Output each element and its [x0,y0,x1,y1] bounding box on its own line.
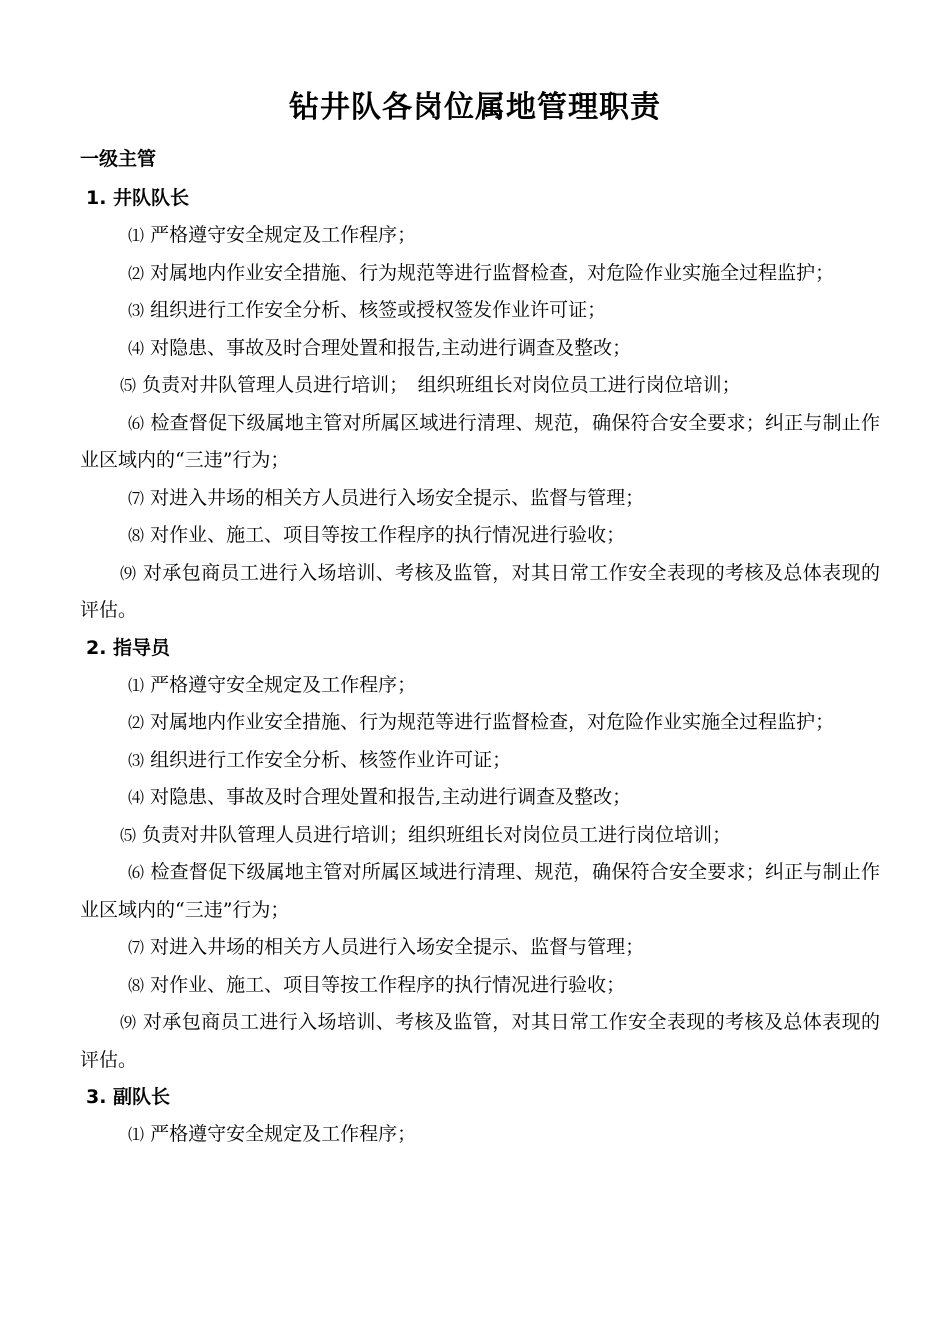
item-number: ⑹ [128,863,145,882]
duty-item [80,255,880,293]
duty-item [80,367,880,405]
item-text: 检查督促下级属地主管对所属区域进行清理、规范，确保符合安全要求；纠正与制止作业区域内的“三违”行为； [80,411,880,471]
duty-item [80,929,880,967]
item-text: 对隐患、事故及时合理处置和报告,主动进行调查及整改； [150,336,632,359]
item-number: ⑻ [128,975,145,995]
duty-item [80,854,880,929]
item-text: 严格遵守安全规定及工作程序； [150,224,417,246]
duty-item [80,967,880,1005]
duty-item [80,292,880,330]
item-number: ⑴ [128,675,145,695]
duty-item [80,1004,880,1079]
item-number: ⑸ [120,825,137,845]
item-text: 对属地内作业安全措施、行为规范等进行监督检查，对危险作业实施全过程监护； [150,711,835,733]
item-text: 对属地内作业安全措施、行为规范等进行监督检查，对危险作业实施全过程监护； [150,261,835,284]
item-text: 对承包商员工进行入场培训、考核及监管，对其日常工作安全表现的考核及总体表现的评估。 [80,561,880,621]
document-body [80,180,880,1154]
item-number: ⑼ [120,1013,137,1032]
duty-item [80,555,880,630]
item-text: 严格遵守安全规定及工作程序； [150,673,417,696]
duty-item [80,480,880,518]
item-number: ⑴ [128,226,145,245]
role-heading: 3. 副队长 [86,1086,171,1108]
page-title: 钻井队各岗位属地管理职责 [289,90,661,125]
item-number: ⑶ [128,301,145,320]
item-number: ⑹ [128,413,145,433]
item-text: 对作业、施工、项目等按工作程序的执行情况进行验收； [150,973,626,996]
item-number: ⑶ [128,750,145,770]
duty-item [80,742,880,780]
item-number: ⑷ [128,338,145,358]
item-number: ⑵ [128,713,145,732]
item-number: ⑷ [128,788,145,807]
item-number: ⑺ [128,938,145,957]
item-number: ⑴ [128,1125,145,1144]
item-text: 组织进行工作安全分析、核签或授权签发作业许可证； [150,299,607,321]
role-heading: 2. 指导员 [86,636,171,659]
duty-item [80,217,880,255]
item-text: 检查督促下级属地主管对所属区域进行清理、规范，确保符合安全要求；纠正与制止作业区域内的“三违”行为； [80,861,880,921]
duty-item [80,517,880,555]
item-text: 严格遵守安全规定及工作程序； [150,1123,417,1145]
item-text: 负责对井队管理人员进行培训； 组织班组长对岗位员工进行岗位培训； [142,374,741,396]
item-number: ⑻ [128,526,145,545]
section-heading: 一级主管 [80,148,157,170]
item-text: 对进入井场的相关方人员进行入场安全提示、监督与管理； [150,936,645,958]
item-number: ⑵ [128,263,145,283]
item-text: 对隐患、事故及时合理处置和报告,主动进行调查及整改； [150,786,632,808]
duty-item [80,405,880,480]
duty-item [80,704,880,742]
item-text: 组织进行工作安全分析、核签作业许可证； [150,748,512,771]
duty-item [80,779,880,817]
item-number: ⑼ [120,563,137,583]
role-heading: 1. 井队队长 [86,187,190,209]
item-number: ⑸ [120,376,137,395]
item-number: ⑺ [128,488,145,508]
item-text: 对承包商员工进行入场培训、考核及监管，对其日常工作安全表现的考核及总体表现的评估。 [80,1011,880,1071]
duty-item [80,667,880,705]
duty-item [80,817,880,855]
item-text: 对进入井场的相关方人员进行入场安全提示、监督与管理； [150,486,645,509]
duty-item [80,330,880,368]
item-text: 负责对井队管理人员进行培训；组织班组长对岗位员工进行岗位培训； [142,823,732,846]
item-text: 对作业、施工、项目等按工作程序的执行情况进行验收； [150,524,626,546]
duty-item [80,1116,880,1154]
